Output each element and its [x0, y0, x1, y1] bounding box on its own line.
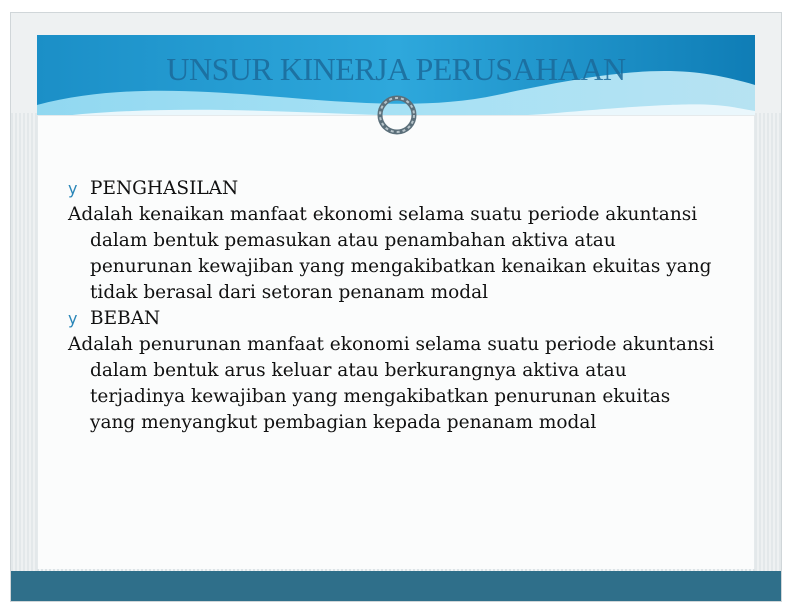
slide-title: UNSUR KINERJA PERUSAHAAN [166, 51, 626, 87]
right-decorative-stripe [755, 113, 781, 573]
left-decorative-stripe [11, 113, 37, 573]
bullet-icon: y [68, 309, 78, 328]
ring-ornament [375, 93, 419, 137]
definition-paragraph: Adalah kenaikan manfaat ekonomi selama suatu periode akuntansi dalam bentuk pemasukan atau penambahan aktiva atau penurunan kewajiban yang mengakibatkan kenaikan ekuitas yang tidak berasal dari setoran penanam modal [68, 204, 712, 303]
bullet-icon: y [68, 179, 78, 198]
bullet-item-beban [68, 306, 718, 332]
bullet-item-penghasilan [68, 176, 718, 202]
definition-paragraph: Adalah penurunan manfaat ekonomi selama suatu periode akuntansi dalam bentuk arus keluar atau berkurangnya aktiva atau terjadinya kewajiban yang mengakibatkan penurunan ekuitas yang menyangkut pembagian kepada penanam modal [68, 334, 715, 433]
bullet-heading: BEBAN [90, 308, 161, 329]
bullet-heading: PENGHASILAN [90, 178, 239, 199]
slide-body [68, 176, 718, 436]
footer-bar [11, 571, 781, 601]
